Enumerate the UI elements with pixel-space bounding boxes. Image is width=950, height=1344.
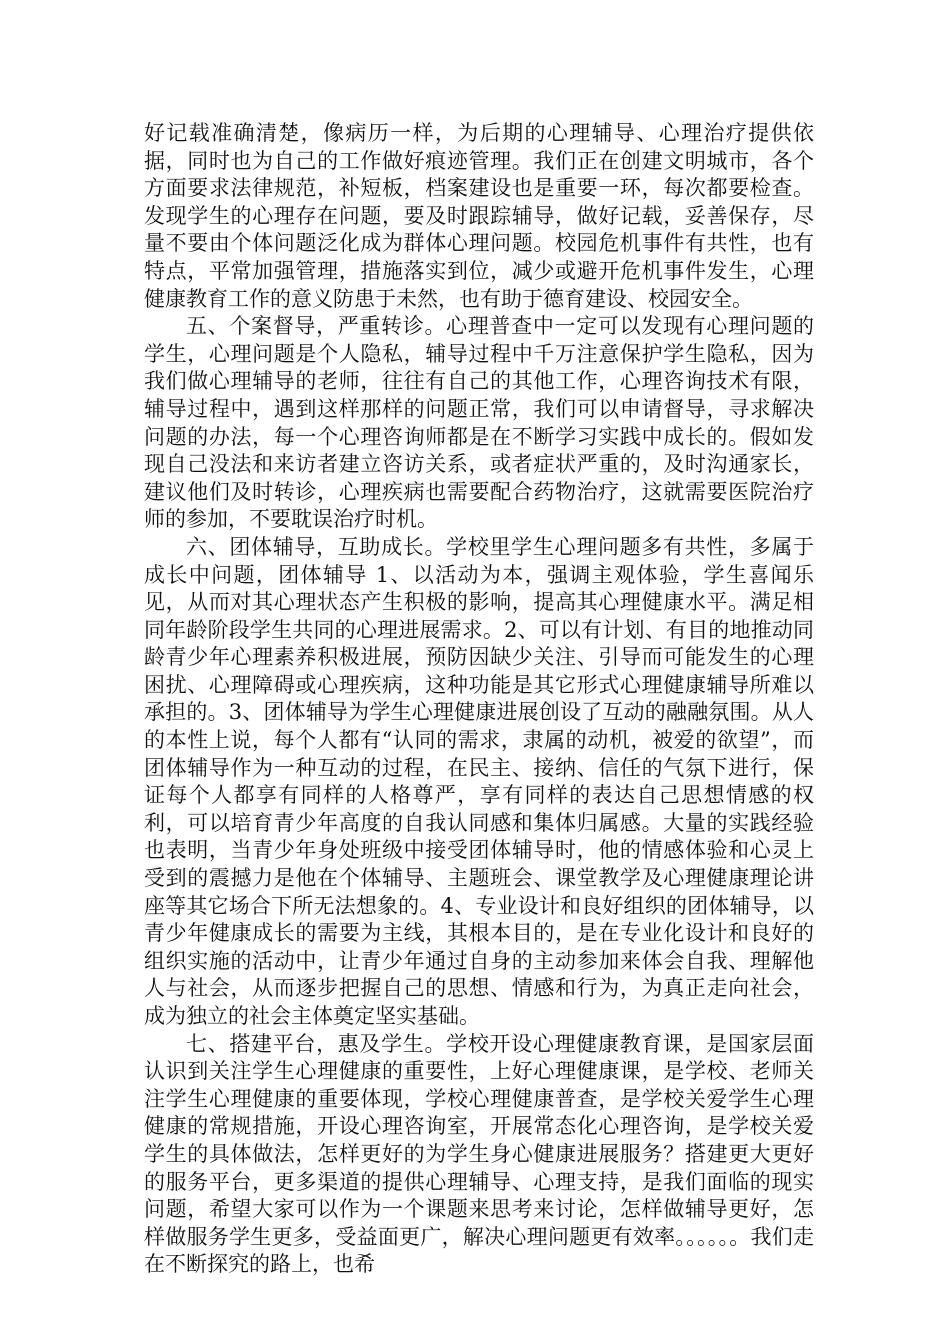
document-body [144,120,814,1279]
paragraph-build-platform: 七、搭建平台，惠及学生。学校开设心理健康教育课，是国家层面认识到关注学生心理健康的重要性，上好心理健康课，是学校、老师关注学生心理健康的重要体现，学校心理健康普查，是学校关爱学生心理健康的常规措施，开设心理咨询室，开展常态化心理咨询，是学校关爱学生的具体做法，怎样更好的为学生身心健康进展服务？搭建更大更好的服务平台，更多渠道的提供心理辅导、心理支持，是我们面临的现实问题，希望大家可以作为一个课题来思考来讨论，怎样做辅导更好，怎样做服务学生更多，受益面更广，解决心理问题更有效率。。。。。。我们走在不断探究的路上，也希 [144,1031,814,1277]
paragraph-case-supervision: 五、个案督导，严重转诊。心理普查中一定可以发现有心理问题的学生，心理问题是个人隐私，辅导过程中千万注意保护学生隐私，因为我们做心理辅导的老师，往往有自己的其他工作，心理咨询技术有限，辅导过程中，遇到这样那样的问题正常，我们可以申请督导，寻求解决问题的办法，每一个心理咨询师都是在不断学习实践中成长的。假如发现自己没法和来访者建立咨访关系，或者症状严重的，及时沟通家长，建议他们及时转诊，心理疾病也需要配合药物治疗，这就需要医院治疗师的参加，不要耽误治疗时机。 [144,314,814,532]
paragraph-group-counseling: 六、团体辅导，互助成长。学校里学生心理问题多有共性，多属于成长中问题，团体辅导 1、以活动为本，强调主观体验，学生喜闻乐见，从而对其心理状态产生积极的影响，提高其心理健康水平。满足相同年龄阶段学生共同的心理进展需求。2、可以有计划、有目的地推动同龄青少年心理素养积极进展，预防因缺少关注、引导而可能发生的心理困扰、心理障碍或心理疾病，这种功能是其它形式心理健康辅导所难以承担的。3、团体辅导为学生心理健康进展创设了互动的融融氛围。从人的本性上说，每个人都有“认同的需求，隶属的动机，被爱的欲望”，而团体辅导作为一种互动的过程，在民主、接纳、信任的气氛下进行，保证每个人都享有同样的人格尊严，享有同样的表达自己思想情感的权利，可以培育青少年高度的自我认同感和集体归属感。大量的实践经验也表明，当青少年身处班级中接受团体辅导时，他的情感体验和心灵上受到的震撼力是他在个体辅导、主题班会、课堂教学及心理健康理论讲座等其它场合下所无法想象的。4、专业设计和良好组织的团体辅导，以青少年健康成长的需要为主线，其根本目的，是在专业化设计和良好的组织实施的活动中，让青少年通过自身的主动参加来体会自我、理解他人与社会，从而逐步把握自己的思想、情感和行为，为真正走向社会，成为独立的社会主体奠定坚实基础。 [144,534,814,1028]
paragraph-continuation: 好记载准确清楚，像病历一样，为后期的心理辅导、心理治疗提供依据，同时也为自己的工作做好痕迹管理。我们正在创建文明城市，各个方面要求法律规范，补短板，档案建设也是重要一环，每次都要检查。发现学生的心理存在问题，要及时跟踪辅导，做好记载，妥善保存，尽量不要由个体问题泛化成为群体心理问题。校园危机事件有共性，也有特点，平常加强管理，措施落实到位，减少或避开危机事件发生，心理健康教育工作的意义防患于未然，也有助于德育建设、校园安全。 [144,121,814,311]
